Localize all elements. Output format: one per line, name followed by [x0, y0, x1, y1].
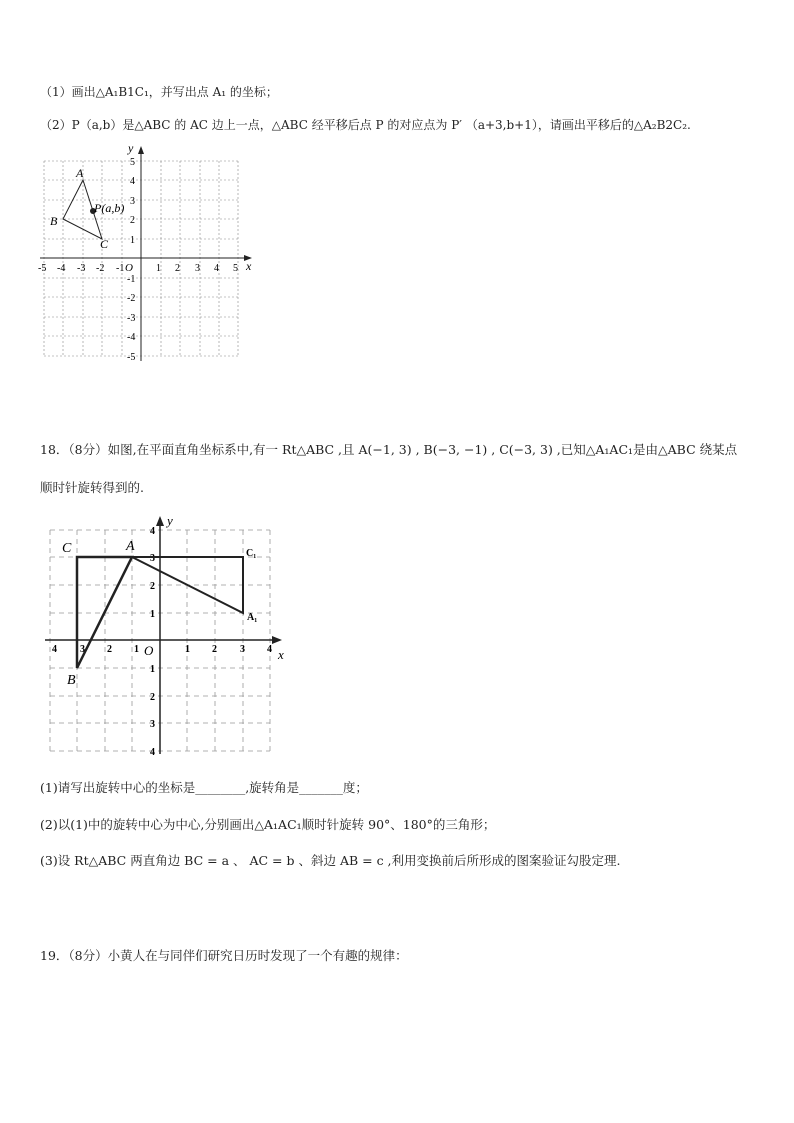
svg-text:1: 1: [134, 644, 139, 655]
svg-text:2: 2: [150, 581, 155, 592]
x-axis-label-2: x: [278, 647, 284, 662]
q18-part2: (2)以(1)中的旋转中心为中心,分别画出△A₁AC₁顺时针旋转 90°、180°的三角形；: [40, 817, 496, 832]
label-c-2: C: [62, 541, 72, 556]
svg-text:-3: -3: [77, 263, 86, 274]
x-tick-labels-1: [38, 263, 238, 274]
figure-grid-1: [30, 140, 260, 362]
svg-text:4: 4: [214, 263, 219, 274]
svg-text:1: 1: [150, 664, 155, 675]
origin-label-2: O: [144, 643, 154, 658]
label-a-2: A: [126, 539, 135, 554]
svg-text:-2: -2: [127, 293, 136, 304]
label-a1-2: A₁: [247, 612, 258, 623]
q17-part1: （1）画出△A₁B1C₁，并写出点 A₁ 的坐标；: [40, 85, 278, 99]
figure-grid-2: [40, 512, 290, 762]
label-c1-2: C₁: [246, 548, 257, 559]
svg-text:2: 2: [130, 215, 135, 226]
svg-text:3: 3: [195, 263, 200, 274]
svg-text:3: 3: [240, 644, 245, 655]
y-tick-labels-2: [150, 526, 155, 758]
svg-text:2: 2: [150, 692, 155, 703]
y-axis-label-2: y: [167, 513, 173, 528]
q18-intro: 18．（8分）如图,在平面直角坐标系中,有一 Rt△ABC ,且 A(−1, 3) , B(−3, −1) , C(−3, 3) ,已知△A₁AC₁是由△ABC 绕某点: [40, 442, 738, 457]
svg-text:3: 3: [130, 196, 135, 207]
svg-text:3: 3: [150, 553, 155, 564]
svg-text:-3: -3: [127, 313, 136, 324]
svg-text:1: 1: [156, 263, 161, 274]
svg-text:5: 5: [233, 263, 238, 274]
q17-part2: （2）P（a,b）是△ABC 的 AC 边上一点，△ABC 经平移后点 P 的对应点为 P′ （a+3,b+1），请画出平移后的△A₂B2C₂.: [40, 118, 691, 132]
origin-label-1: O: [125, 262, 133, 274]
label-p-1: P(a,b): [94, 201, 125, 215]
label-c-1: C: [100, 237, 109, 251]
svg-text:-1: -1: [116, 263, 125, 274]
x-axis-label-1: x: [246, 259, 252, 273]
q19-intro: 19．（8分）小黄人在与同伴们研究日历时发现了一个有趣的规律：: [40, 948, 408, 963]
label-b-1: B: [50, 214, 58, 228]
svg-text:3: 3: [80, 644, 85, 655]
svg-text:1: 1: [150, 609, 155, 620]
q18-part3: (3)设 Rt△ABC 两直角边 BC = a 、 AC = b 、斜边 AB = c ,利用变换前后所形成的图案验证勾股定理.: [40, 853, 621, 868]
svg-text:5: 5: [130, 157, 135, 168]
svg-text:4: 4: [52, 644, 57, 655]
svg-text:-1: -1: [127, 274, 136, 285]
svg-text:-4: -4: [127, 332, 136, 343]
q18-intro-2: 顺时针旋转得到的.: [40, 480, 144, 495]
svg-text:-5: -5: [127, 352, 136, 362]
svg-text:2: 2: [175, 263, 180, 274]
svg-text:4: 4: [130, 176, 135, 187]
q18-part1: (1)请写出旋转中心的坐标是________,旋转角是_______度；: [40, 780, 368, 795]
svg-text:4: 4: [267, 644, 272, 655]
triangle-a1ac1: [132, 557, 243, 613]
label-a-1: A: [76, 166, 84, 180]
y-axis-label-1: y: [128, 141, 134, 155]
svg-text:3: 3: [150, 719, 155, 730]
svg-text:2: 2: [212, 644, 217, 655]
svg-text:-2: -2: [96, 263, 105, 274]
svg-text:2: 2: [107, 644, 112, 655]
label-b-2: B: [67, 673, 76, 688]
svg-text:4: 4: [150, 747, 155, 758]
svg-text:4: 4: [150, 526, 155, 537]
y-tick-labels-1: [127, 157, 135, 362]
svg-text:-4: -4: [57, 263, 66, 274]
svg-text:1: 1: [185, 644, 190, 655]
svg-text:-5: -5: [38, 263, 47, 274]
triangle-abc-2: [77, 557, 132, 668]
svg-text:1: 1: [130, 235, 135, 246]
